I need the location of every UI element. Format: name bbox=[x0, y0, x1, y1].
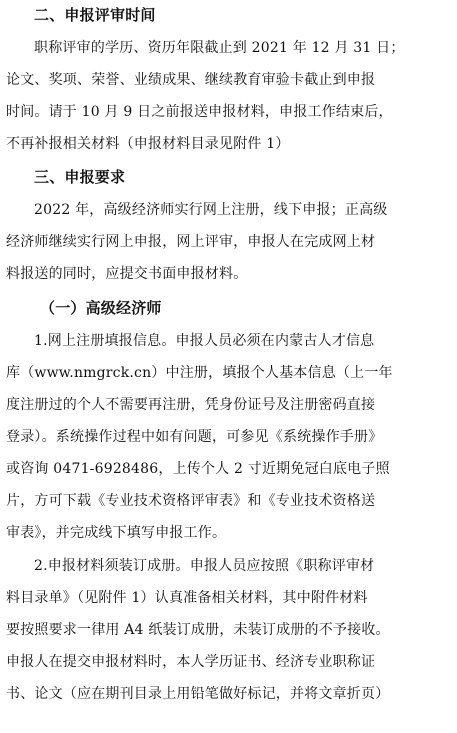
paragraph-line: 登录）。系统操作过程中如有问题，可参见《系统操作手册》 bbox=[6, 429, 383, 445]
subsection-heading-senior-economist: （一）高级经济师 bbox=[40, 299, 162, 317]
paragraph-line: 不再补报相关材料（申报材料目录见附件 1） bbox=[6, 136, 290, 152]
paragraph-line: 料目录单》（见附件 1）认真准备相关材料，其中附件材料 bbox=[6, 590, 368, 606]
paragraph-line: 职称评审的学历、资历年限截止到 2021 年 12 月 31 日； bbox=[34, 40, 405, 56]
paragraph-line: 库（www.nmgrck.cn）中注册，填报个人基本信息（上一年 bbox=[6, 365, 393, 381]
paragraph-line: 时间。请于 10 月 9 日之前报送申报材料，申报工作结束后， bbox=[6, 104, 393, 120]
paragraph-line: 料报送的同时，应提交书面申报材料。 bbox=[6, 266, 248, 282]
paragraph-line: 2.申报材料须装订成册。申报人员应按照《职称评审材 bbox=[34, 558, 375, 574]
paragraph-line: 审表》，并完成线下填写申报工作。 bbox=[6, 525, 227, 541]
paragraph-line: 经济师继续实行网上申报，网上评审，申报人在完成网上材 bbox=[6, 234, 376, 250]
section-heading-requirements: 三、申报要求 bbox=[34, 168, 126, 186]
paragraph-line: 申报人在提交申报材料时，本人学历证书、经济专业职称证 bbox=[6, 654, 376, 670]
paragraph-line: 书、论文（应在期刊目录上用铅笔做好标记，并将文章折页） bbox=[6, 686, 390, 702]
paragraph-line: 要按照要求一律用 A4 纸装订成册，未装订成册的不予接收。 bbox=[6, 622, 390, 638]
paragraph-line: 片，方可下载《专业技术资格评审表》和《专业技术资格送 bbox=[6, 493, 376, 509]
section-heading-review-time: 二、申报评审时间 bbox=[34, 6, 156, 24]
paragraph-line: 论文、奖项、荣誉、业绩成果、继续教育审验卡截止到申报 bbox=[6, 72, 376, 88]
paragraph-line: 1.网上注册填报信息。申报人员必须在内蒙古人才信息 bbox=[34, 333, 375, 349]
paragraph-line: 度注册过的个人不需要再注册，凭身份证号及注册密码直接 bbox=[6, 397, 376, 413]
paragraph-line: 或咨询 0471-6928486，上传个人 2 寸近期免冠白底电子照 bbox=[6, 461, 390, 477]
paragraph-line: 2022 年，高级经济师实行网上注册，线下申报；正高级 bbox=[34, 202, 388, 218]
